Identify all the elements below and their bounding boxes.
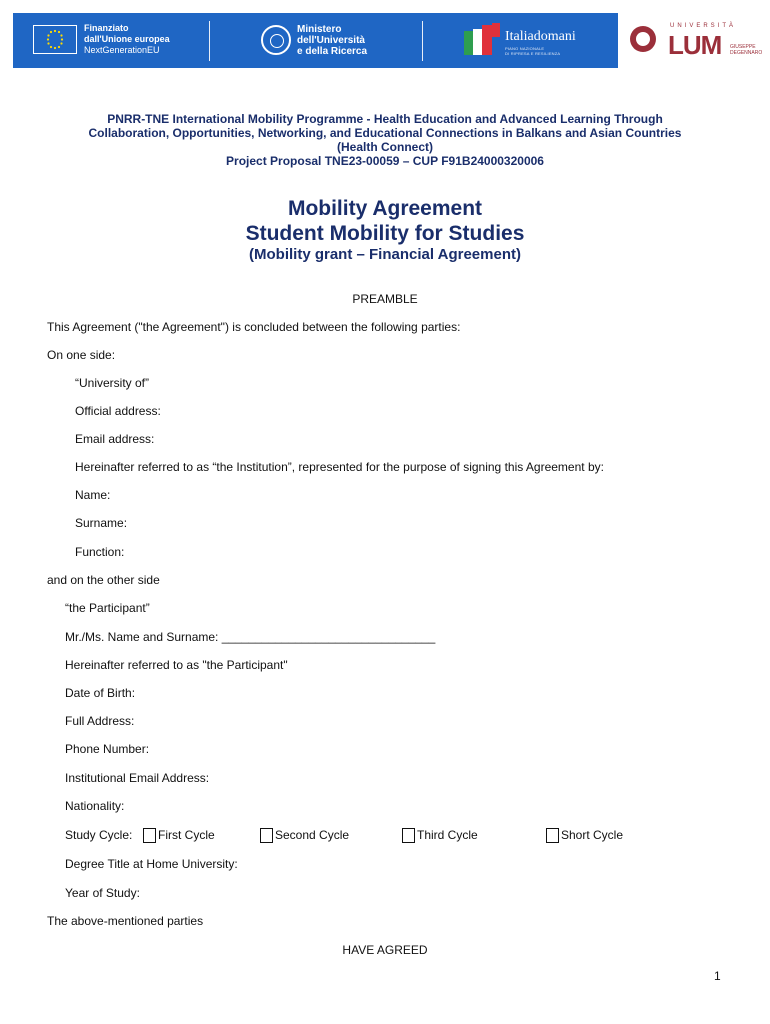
eu-line-2: dall'Unione europea (84, 34, 170, 44)
second-cycle-label: Second Cycle (275, 828, 350, 842)
parties-text: The above-mentioned parties (47, 914, 204, 928)
italiadomani-subtitle (505, 46, 560, 56)
eu-funding-text (84, 23, 170, 56)
institution-representative-text: Hereinafter referred to as “the Institution”, represented for the purpose of signing this Agreement by: (75, 460, 604, 474)
third-cycle-label: Third Cycle (417, 828, 478, 842)
lum-seal-icon (630, 26, 656, 52)
project-line-1: PNRR-TNE International Mobility Programme - Health Education and Advanced Learning Through (107, 112, 663, 126)
study-cycle-label: Study Cycle: (65, 828, 133, 842)
italiadomani-logo-icon (460, 21, 502, 59)
participant-reference-text: Hereinafter referred to as "the Participant" (65, 658, 288, 672)
date-of-birth-field: Date of Birth: (65, 686, 136, 700)
participant-quote: “the Participant” (65, 601, 150, 615)
document-subtitle: Student Mobility for Studies (245, 222, 525, 245)
nationality-field: Nationality: (65, 799, 125, 813)
full-address-field: Full Address: (65, 714, 135, 728)
document-title: Mobility Agreement (287, 197, 483, 220)
eu-line-3: NextGenerationEU (84, 45, 160, 55)
name-field: Name: (75, 488, 111, 502)
italiadomani-label: Italiadomani (505, 29, 576, 44)
lum-sub-2: DEGENNARO (730, 50, 763, 56)
lum-sub-1: GIUSEPPE (730, 44, 756, 50)
second-cycle-checkbox[interactable] (260, 828, 273, 843)
official-address-field: Official address: (75, 404, 161, 418)
italiadomani-sub-2: DI RIPRESA E RESILIENZA (505, 51, 561, 56)
first-cycle-label: First Cycle (158, 828, 215, 842)
short-cycle-label: Short Cycle (561, 828, 624, 842)
ministry-text (297, 24, 367, 57)
eu-flag-icon (33, 25, 77, 54)
banner-divider (209, 21, 210, 61)
other-side-label: and on the other side (47, 573, 160, 587)
function-field: Function: (75, 545, 125, 559)
email-address-field: Email address: (75, 432, 155, 446)
project-line-4: Project Proposal TNE23-00059 – CUP F91B24000320006 (226, 154, 544, 168)
lum-wordmark: LUM (668, 30, 722, 60)
institutional-email-field: Institutional Email Address: (65, 771, 210, 785)
page-number: 1 (714, 969, 721, 983)
intro-text: This Agreement ("the Agreement") is concluded between the following parties: (47, 320, 461, 334)
one-side-label: On one side: (47, 348, 116, 362)
have-agreed-heading: HAVE AGREED (342, 943, 428, 957)
ministry-line-1: Ministero (297, 24, 342, 35)
document-note: (Mobility grant – Financial Agreement) (249, 246, 521, 263)
header-banner (13, 13, 769, 68)
ministry-line-2: dell'Università (297, 35, 365, 46)
phone-number-field: Phone Number: (65, 742, 150, 756)
italiadomani-sub-1: PIANO NAZIONALE (505, 46, 545, 51)
third-cycle-checkbox[interactable] (402, 828, 415, 843)
banner-divider (422, 21, 423, 61)
lum-universita: UNIVERSITÀ (670, 23, 737, 29)
short-cycle-checkbox[interactable] (546, 828, 559, 843)
lum-subtitle (730, 44, 762, 56)
project-heading (0, 112, 770, 168)
project-line-3: (Health Connect) (337, 140, 433, 154)
year-of-study-field: Year of Study: (65, 886, 140, 900)
project-line-2: Collaboration, Opportunities, Networking, and Educational Connections in Balkans and Asian Countries (88, 126, 682, 140)
ministry-line-3: e della Ricerca (297, 46, 368, 57)
university-of-field: “University of” (75, 376, 150, 390)
degree-title-field: Degree Title at Home University: (65, 857, 238, 871)
surname-field: Surname: (75, 516, 128, 530)
preamble-heading: PREAMBLE (352, 292, 418, 306)
participant-name-field: Mr./Ms. Name and Surname: ________________________________ (65, 630, 436, 644)
eu-line-1: Finanziato (84, 23, 129, 33)
first-cycle-checkbox[interactable] (143, 828, 156, 843)
lum-logo (618, 13, 769, 68)
ministry-emblem-icon (261, 25, 291, 55)
